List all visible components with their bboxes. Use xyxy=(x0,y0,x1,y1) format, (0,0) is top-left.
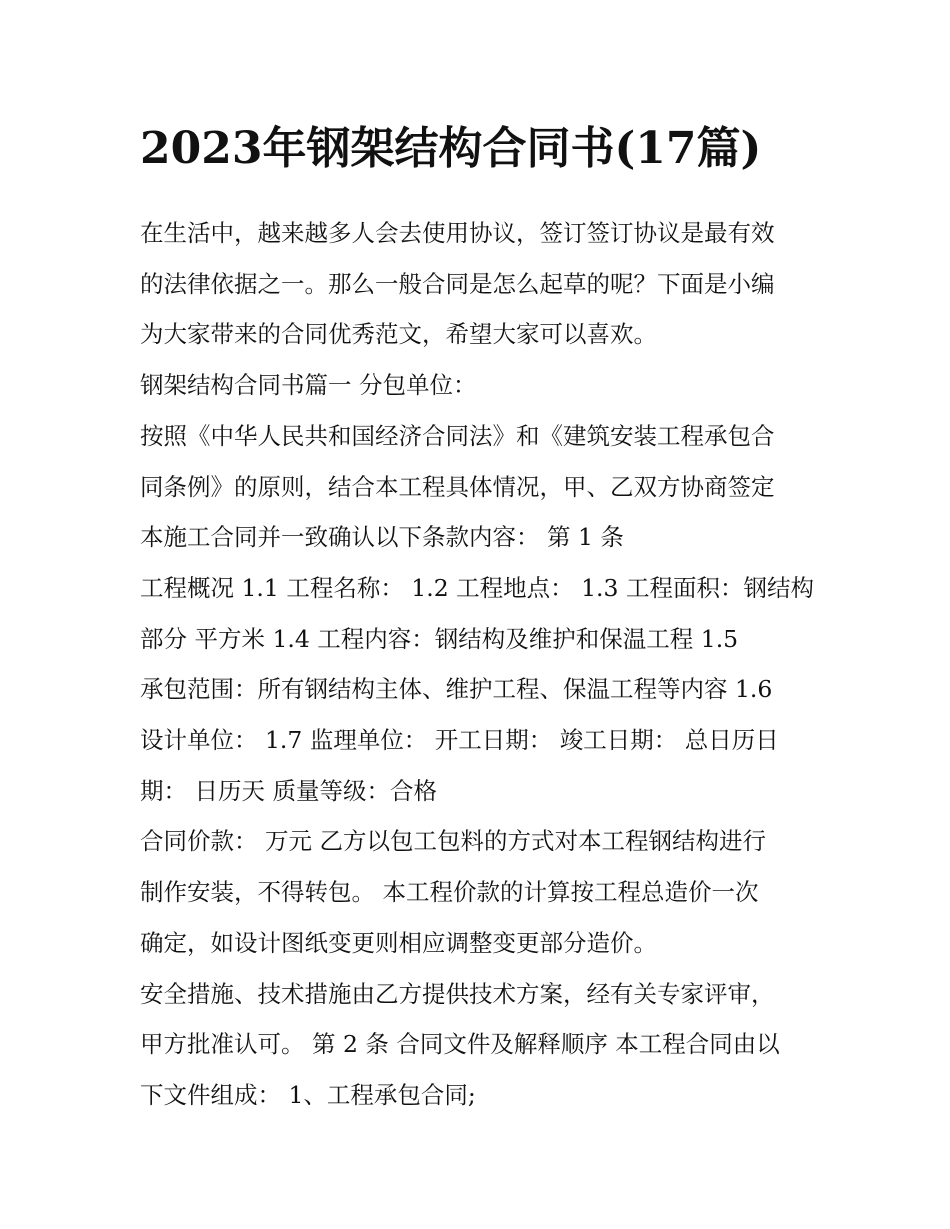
text-line: 的法律依据之一。那么一般合同是怎么起草的呢？下面是小编 xyxy=(140,269,775,298)
text-line: 部分 平方米 1.4 工程内容：钢结构及维护和保温工程 1.5 xyxy=(140,624,739,653)
document-page xyxy=(140,118,820,1121)
paragraph-contract-price xyxy=(140,816,820,968)
text-line: 同条例》的原则，结合本工程具体情况，甲、乙双方协商签定 xyxy=(140,472,775,501)
text-line: 设计单位： 1.7 监理单位： 开工日期： 竣工日期： 总日历日 xyxy=(140,726,779,755)
text-line: 合同价款： 万元 乙方以包工包料的方式对本工程钢结构进行 xyxy=(140,827,766,856)
text-line: 制作安装，不得转包。 本工程价款的计算按工程总造价一次 xyxy=(140,878,759,907)
text-line: 钢架结构合同书篇一 分包单位： xyxy=(140,371,477,400)
paragraph-intro xyxy=(140,208,820,360)
text-line: 工程概况 1.1 工程名称： 1.2 工程地点： 1.3 工程面积：钢结构 xyxy=(140,573,814,602)
document-title: 2023年钢架结构合同书(17篇) xyxy=(140,123,762,174)
paragraph-safety-measures xyxy=(140,969,820,1121)
text-line: 本施工合同并一致确认以下条款内容： 第 1 条 xyxy=(140,523,624,552)
paragraph-legal-basis xyxy=(140,411,820,563)
paragraph-section-heading xyxy=(140,360,820,411)
text-line: 在生活中，越来越多人会去使用协议，签订签订协议是最有效 xyxy=(140,219,775,247)
text-line: 承包范围：所有钢结构主体、维护工程、保温工程等内容 1.6 xyxy=(140,675,773,704)
text-line: 为大家带来的合同优秀范文，希望大家可以喜欢。 xyxy=(140,320,657,349)
text-line: 确定，如设计图纸变更则相应调整变更部分造价。 xyxy=(140,928,657,957)
text-line: 期： 日历天 质量等级：合格 xyxy=(140,776,437,805)
text-line: 安全措施、技术措施由乙方提供技术方案，经有关专家评审， xyxy=(140,979,775,1008)
text-line: 按照《中华人民共和国经济合同法》和《建筑安装工程承包合 xyxy=(140,421,775,450)
text-line: 甲方批准认可。 第 2 条 合同文件及解释顺序 本工程合同由以 xyxy=(140,1030,780,1059)
text-line: 下文件组成： 1、工程承包合同; xyxy=(140,1080,476,1109)
paragraph-project-overview xyxy=(140,563,820,817)
